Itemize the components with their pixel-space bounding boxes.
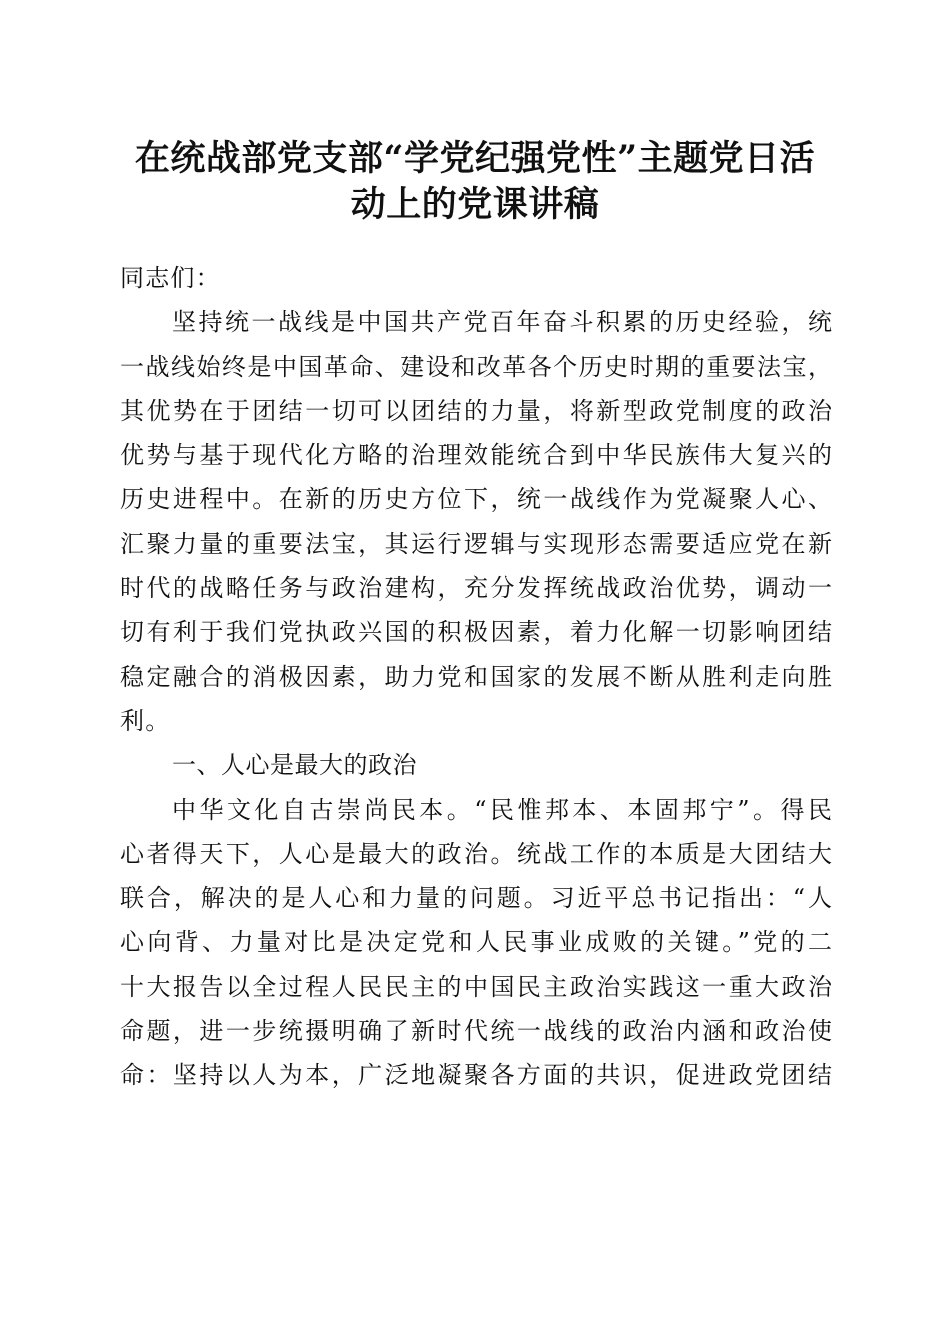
section-heading: 一、人心是最大的政治: [172, 751, 417, 780]
paragraph-line: 命：坚持以人为本，广泛地凝聚各方面的共识，促进政党团结: [120, 1061, 832, 1090]
document-title: [110, 136, 840, 228]
paragraph-line: 心向背、力量对比是决定党和人民事业成败的关键。”党的二: [120, 928, 832, 957]
paragraph-line: 一战线始终是中国革命、建设和改革各个历史时期的重要法宝，: [120, 352, 832, 381]
title-line: 在统战部党支部“学党纪强党性”主题党日活: [134, 138, 816, 179]
document-body: [120, 256, 832, 1098]
paragraph-2: [120, 788, 832, 1098]
paragraph-line: 稳定融合的消极因素，助力党和国家的发展不断从胜利走向胜: [120, 662, 832, 691]
paragraph-line: 其优势在于团结一切可以团结的力量，将新型政党制度的政治: [120, 396, 832, 425]
paragraph-line: 切有利于我们党执政兴国的积极因素，着力化解一切影响团结: [120, 618, 832, 647]
paragraph-line: 历史进程中。在新的历史方位下，统一战线作为党凝聚人心、: [120, 485, 832, 514]
paragraph-line: 联合，解决的是人心和力量的问题。习近平总书记指出：“人: [120, 884, 832, 913]
paragraph-line: 汇聚力量的重要法宝，其运行逻辑与实现形态需要适应党在新: [120, 529, 832, 558]
salutation: 同志们：: [120, 264, 221, 292]
paragraph-line: 时代的战略任务与政治建构，充分发挥统战政治优势，调动一: [120, 574, 832, 603]
title-line: 动上的党课讲稿: [350, 184, 600, 225]
paragraph-line: 利。: [120, 706, 171, 735]
paragraph-line: 优势与基于现代化方略的治理效能统合到中华民族伟大复兴的: [120, 441, 832, 470]
paragraph-1: [120, 300, 832, 743]
paragraph-line: 坚持统一战线是中国共产党百年奋斗积累的历史经验，统: [172, 308, 832, 337]
paragraph-line: 命题，进一步统摄明确了新时代统一战线的政治内涵和政治使: [120, 1017, 832, 1046]
paragraph-line: 中华文化自古崇尚民本。“民惟邦本、本固邦宁”。得民: [172, 795, 832, 824]
paragraph-line: 十大报告以全过程人民民主的中国民主政治实践这一重大政治: [120, 972, 832, 1001]
paragraph-line: 心者得天下，人心是最大的政治。统战工作的本质是大团结大: [120, 839, 832, 868]
